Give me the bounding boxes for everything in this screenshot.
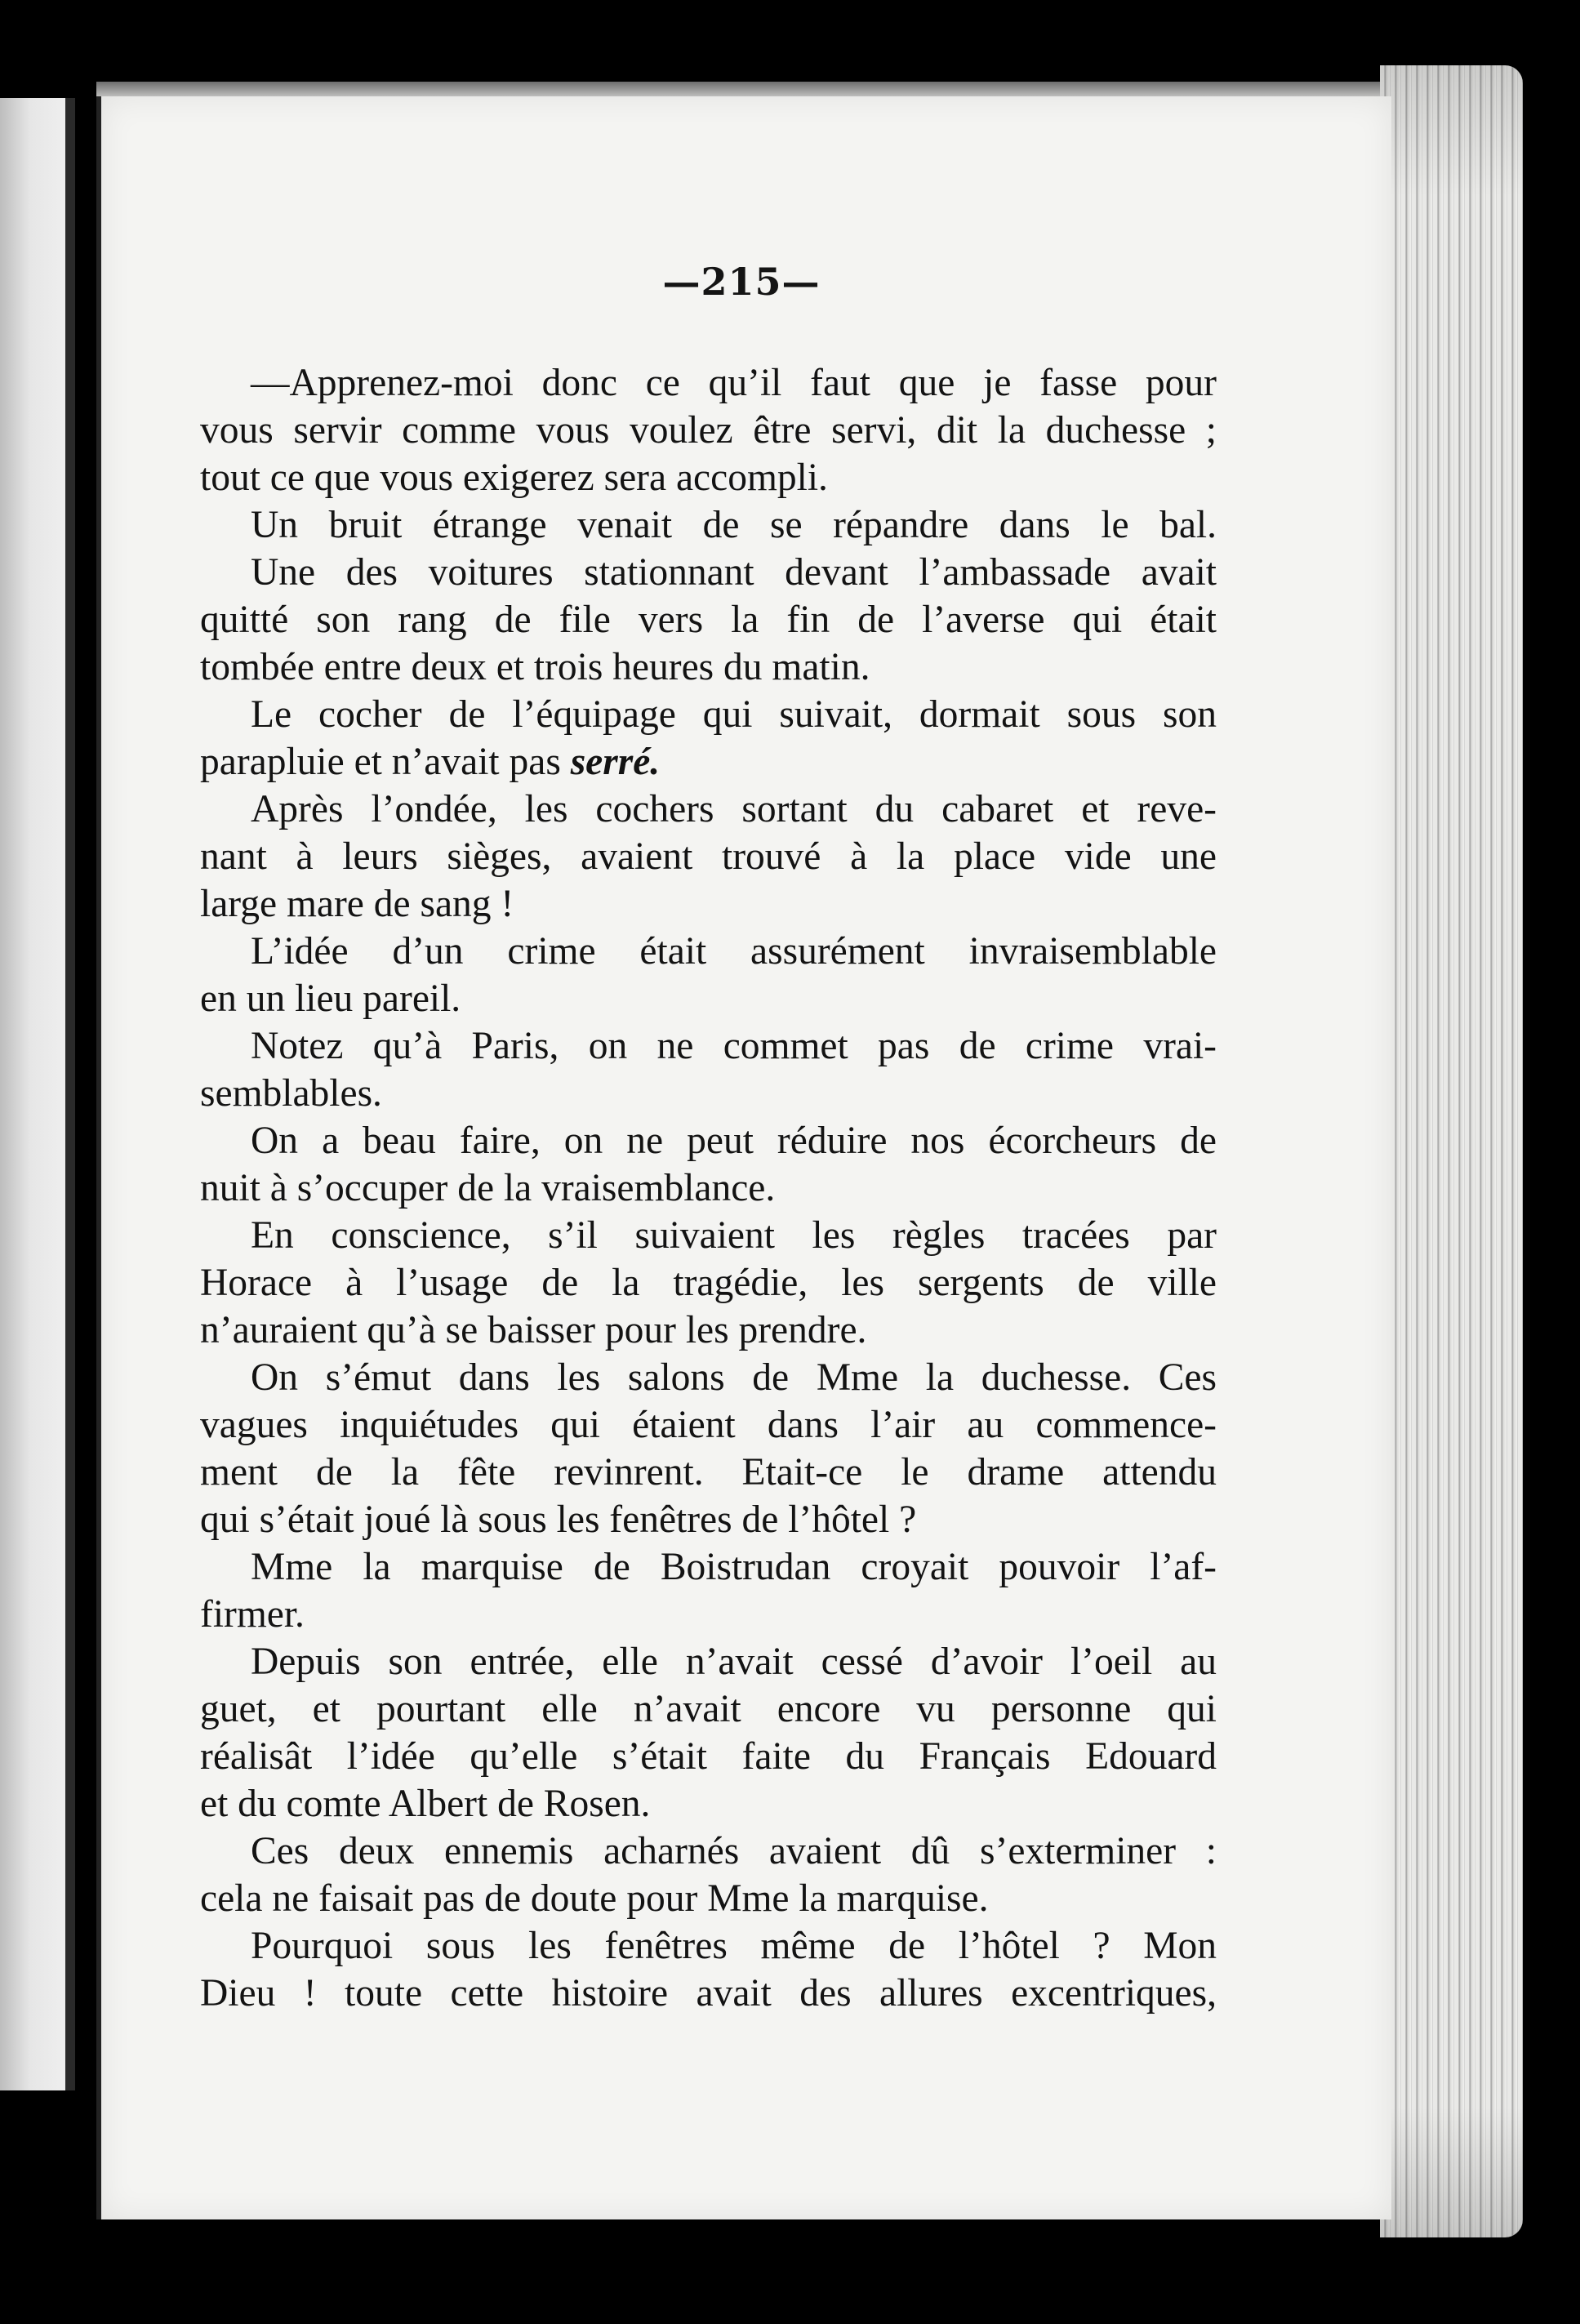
text-line: vous servir comme vous voulez être servi, dit la duchesse ; (200, 409, 1217, 452)
page-number: —215— (662, 260, 821, 304)
text-line: Un bruit étrange venait de se répandre dans le bal. (251, 504, 1217, 546)
text-line: Le cocher de l’équipage qui suivait, dormait sous son (251, 693, 1217, 736)
text-line: Dieu ! toute cette histoire avait des allures excentriques, (200, 1972, 1217, 2015)
text-line: cela ne faisait pas de doute pour Mme la marquise. (200, 1877, 989, 1920)
text-line: On a beau faire, on ne peut réduire nos écorcheurs de (251, 1120, 1217, 1162)
text-line: Pourquoi sous les fenêtres même de l’hôtel ? Mon (251, 1925, 1217, 1967)
text-line: qui s’était joué là sous les fenêtres de l’hôtel ? (200, 1498, 917, 1541)
text-line: Notez qu’à Paris, on ne commet pas de crime vrai- (251, 1025, 1217, 1067)
text-line: guet, et pourtant elle n’avait encore vu personne qui (200, 1688, 1217, 1730)
text-line: large mare de sang ! (200, 883, 514, 925)
text-line: quitté son rang de file vers la fin de l’averse qui était (200, 599, 1217, 641)
body-text (200, 359, 1217, 2017)
left-page-sliver (0, 98, 75, 2090)
text-line: ment de la fête revinrent. Etait-ce le drame attendu (200, 1451, 1217, 1494)
text-line: vagues inquiétudes qui étaient dans l’air au commence- (200, 1404, 1217, 1446)
text-line: en un lieu pareil. (200, 977, 461, 1020)
text-line: nant à leurs sièges, avaient trouvé à la place vide une (200, 835, 1217, 878)
text-line: firmer. (200, 1593, 305, 1636)
text-line: Mme la marquise de Boistrudan croyait pouvoir l’af- (251, 1546, 1217, 1588)
text-line: —Apprenez-moi donc ce qu’il faut que je fasse pour (251, 362, 1217, 404)
text-line: réalisât l’idée qu’elle s’était faite du Français Edouard (200, 1735, 1217, 1778)
text-line: et du comte Albert de Rosen. (200, 1783, 651, 1825)
text-line: Ces deux ennemis acharnés avaient dû s’exterminer : (251, 1830, 1217, 1872)
text-line: nuit à s’occuper de la vraisemblance. (200, 1167, 776, 1209)
text-line: Après l’ondée, les cochers sortant du cabaret et reve- (251, 788, 1217, 830)
text-line: Depuis son entrée, elle n’avait cessé d’avoir l’oeil au (251, 1641, 1217, 1683)
text-line: tout ce que vous exigerez sera accompli. (200, 456, 828, 499)
text-line: En conscience, s’il suivaient les règles tracées par (251, 1214, 1217, 1257)
text-line: parapluie et n’avait pas serré. (200, 741, 661, 783)
text-line: Une des voitures stationnant devant l’ambassade avait (251, 551, 1217, 594)
text-line: semblables. (200, 1072, 382, 1115)
text-line: L’idée d’un crime était assurément invraisemblable (251, 930, 1217, 973)
page-edges-shade (1380, 65, 1523, 2237)
italic-word: serré. (570, 741, 661, 783)
text-line: tombée entre deux et trois heures du matin. (200, 646, 870, 688)
text-line: On s’émut dans les salons de Mme la duchesse. Ces (251, 1356, 1217, 1399)
binding-shadow (65, 98, 75, 2090)
text-line: Horace à l’usage de la tragédie, les sergents de ville (200, 1262, 1217, 1304)
text-line: n’auraient qu’à se baisser pour les prendre. (200, 1309, 867, 1351)
